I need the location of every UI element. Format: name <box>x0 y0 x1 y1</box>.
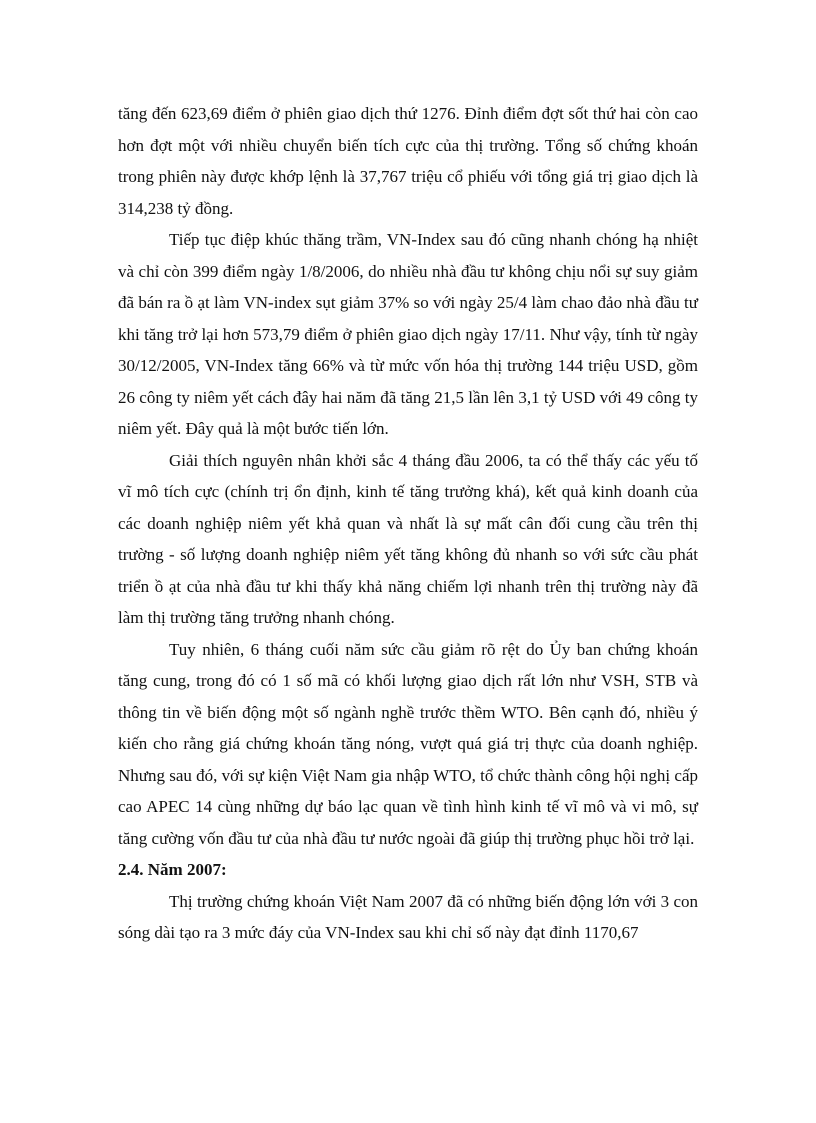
paragraph-3: Giải thích nguyên nhân khởi sắc 4 tháng đầu 2006, ta có thể thấy các yếu tố vĩ mô tích cực (chính trị ổn định, kinh tế tăng trưởng khá), kết quả kinh doanh của các doanh nghiệp niêm yết khả quan và nhất là sự mất cân đối cung cầu trên thị trường - số lượng doanh nghiệp niêm yết tăng không đủ nhanh so với sức cầu phát triển ồ ạt của nhà đầu tư khi thấy khả năng chiếm lợi nhanh trên thị trường này đã làm thị trường tăng trưởng nhanh chóng. <box>118 450 698 627</box>
document-body <box>118 98 698 949</box>
paragraph-2: Tiếp tục điệp khúc thăng trầm, VN-Index sau đó cũng nhanh chóng hạ nhiệt và chỉ còn 399 điểm ngày 1/8/2006, do nhiều nhà đầu tư không chịu nổi sự suy giảm đã bán ra ồ ạt làm VN-index sụt giảm 37% so với ngày 25/4 làm chao đảo nhà đầu tư khi tăng trở lại hơn 573,79 điểm ở phiên giao dịch ngày 17/11. Như vậy, tính từ ngày 30/12/2005, VN-Index tăng 66% và từ mức vốn hóa thị trường 144 triệu USD, gồm 26 công ty niêm yết cách đây hai năm đã tăng 21,5 lần lên 3,1 tỷ USD với 49 công ty niêm yết. Đây quả là một bước tiến lớn. <box>118 230 698 438</box>
paragraph-5: Thị trường chứng khoán Việt Nam 2007 đã có những biến động lớn với 3 con sóng dài tạo ra 3 mức đáy của VN-Index sau khi chỉ số này đạt đỉnh 1170,67 <box>118 891 698 942</box>
paragraph-1: tăng đến 623,69 điểm ở phiên giao dịch thứ 1276. Đỉnh điểm đợt sốt thứ hai còn cao hơn đợt một với nhiều chuyển biến tích cực của thị trường. Tổng số chứng khoán trong phiên này được khớp lệnh là 37,767 triệu cổ phiếu với tổng giá trị giao dịch là 314,238 tỷ đồng. <box>118 104 698 218</box>
paragraph-4: Tuy nhiên, 6 tháng cuối năm sức cầu giảm rõ rệt do Ủy ban chứng khoán tăng cung, trong đó có 1 số mã có khối lượng giao dịch rất lớn như VSH, STB và thông tin về biến động một số ngành nghề trước thềm WTO. Bên cạnh đó, nhiều ý kiến cho rằng giá chứng khoán tăng nóng, vượt quá giá trị thực của doanh nghiệp. Nhưng sau đó, với sự kiện Việt Nam gia nhập WTO, tổ chức thành công hội nghị cấp cao APEC 14 cùng những dự báo lạc quan về tình hình kinh tế vĩ mô và vi mô, sự tăng cường vốn đầu tư của nhà đầu tư nước ngoài đã giúp thị trường phục hồi trở lại. <box>118 639 698 848</box>
section-heading: 2.4. Năm 2007: <box>118 860 227 879</box>
